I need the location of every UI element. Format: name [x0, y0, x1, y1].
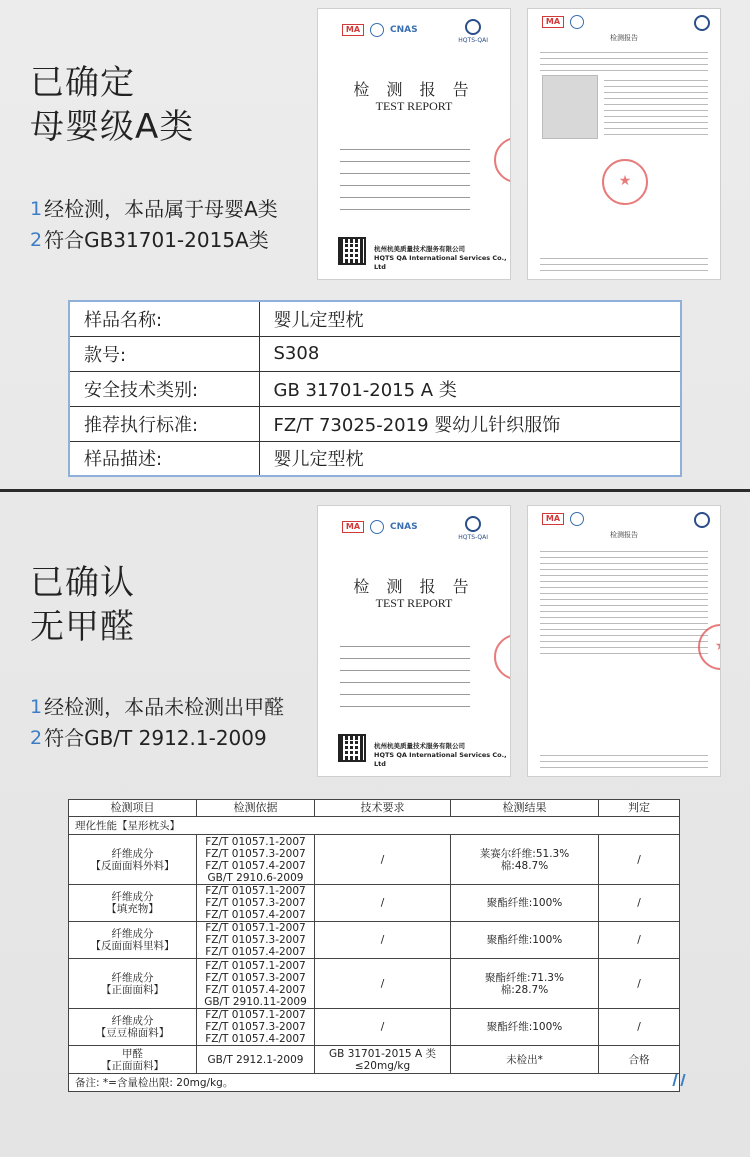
hqts-logo — [694, 512, 710, 530]
section1-title-line2: 母婴级A类 — [30, 107, 195, 147]
report-subtitle: TEST REPORT — [375, 596, 453, 610]
table-row: 样品名称: 婴儿定型枕 — [69, 301, 681, 336]
ilac-logo — [370, 23, 384, 37]
qr-code-icon — [338, 237, 366, 265]
report-page-title: 检测报告 — [610, 531, 638, 539]
ilac-logo — [370, 520, 384, 534]
report-title: 检 测 报 告 — [353, 80, 475, 99]
table-row: 纤维成分 【豆豆棉面料】 FZ/T 01057.1-2007 FZ/T 01057.3-2007 FZ/T 01057.4-2007 / 聚酯纤维:100% / — [69, 1009, 680, 1046]
cert-logos — [342, 520, 418, 534]
ma-logo: MA — [542, 513, 564, 525]
report-page-title: 检测报告 — [610, 34, 638, 42]
point-text: 符合GB31701-2015A类 — [44, 228, 269, 252]
table-row: 安全技术类别: GB 31701-2015 A 类 — [69, 371, 681, 406]
report-title: 检 测 报 告 — [353, 577, 475, 596]
report-cover-image — [317, 505, 511, 777]
cnas-logo: CNAS — [390, 522, 418, 532]
report-cover-image — [317, 8, 511, 280]
hqts-logo: HQTS-QAI — [458, 19, 488, 44]
table-row: 推荐执行标准: FZ/T 73025-2019 婴幼儿针织服饰 — [69, 406, 681, 441]
section-grade-a — [0, 0, 750, 490]
section1-point-2 — [30, 225, 269, 255]
cnas-logo: CNAS — [390, 25, 418, 35]
report-subtitle: TEST REPORT — [375, 99, 453, 113]
report-page-image — [527, 505, 721, 777]
ilac-logo — [570, 512, 584, 526]
table-row: 纤维成分 【反面面料里料】 FZ/T 01057.1-2007 FZ/T 01057.3-2007 FZ/T 01057.4-2007 / 聚酯纤维:100% / — [69, 922, 680, 959]
sample-info-table — [68, 300, 682, 477]
report-page-image — [527, 8, 721, 280]
table-row: 纤维成分 【正面面料】 FZ/T 01057.1-2007 FZ/T 01057.3-2007 FZ/T 01057.4-2007 GB/T 2910.11-2009 / 聚酯纤维:71.3% 棉:28.7% / — [69, 959, 680, 1009]
table-header-row: 检测项目 检测依据 技术要求 检测结果 判定 — [69, 800, 680, 817]
table-row: 款号: S308 — [69, 336, 681, 371]
red-seal-icon — [494, 634, 511, 680]
point-number: 2 — [30, 727, 43, 749]
section2-title-line1: 已确认 — [30, 563, 135, 603]
cert-logos — [542, 15, 584, 29]
product-photo — [542, 75, 598, 139]
test-results-table — [68, 799, 680, 1092]
ma-logo: MA — [542, 16, 564, 28]
table-category-row: 理化性能【星形枕头】 — [69, 817, 680, 835]
point-text: 符合GB/T 2912.1-2009 — [44, 726, 267, 750]
ilac-logo — [570, 15, 584, 29]
table-row: 样品描述: 婴儿定型枕 — [69, 441, 681, 476]
point-number: 1 — [30, 198, 43, 220]
red-seal-icon — [494, 137, 511, 183]
hqts-logo — [694, 15, 710, 33]
section1-title-line1: 已确定 — [30, 63, 135, 103]
report-org: 杭州杭美质量技术服务有限公司 HQTS QA International Services Co., Ltd — [374, 245, 507, 271]
point-number: 2 — [30, 229, 43, 251]
cert-logos — [542, 512, 584, 526]
table-note-row: 备注: *=含量检出限: 20mg/kg。 — [69, 1074, 680, 1092]
report-org: 杭州杭美质量技术服务有限公司 HQTS QA International Services Co., Ltd — [374, 742, 507, 768]
section2-title-line2: 无甲醛 — [30, 607, 135, 647]
hqts-logo: HQTS-QAI — [458, 516, 488, 541]
section2-point-1 — [30, 692, 284, 722]
table-row: 纤维成分 【填充物】 FZ/T 01057.1-2007 FZ/T 01057.3-2007 FZ/T 01057.4-2007 / 聚酯纤维:100% / — [69, 885, 680, 922]
ma-logo: MA — [342, 521, 364, 533]
point-text: 经检测，本品未检测出甲醛 — [44, 695, 285, 719]
section1-point-1 — [30, 194, 278, 224]
point-number: 1 — [30, 696, 43, 718]
red-seal-icon — [602, 159, 648, 205]
section2-point-2 — [30, 723, 267, 753]
cert-logos — [342, 23, 418, 37]
point-text: 经检测，本品属于母婴A类 — [44, 197, 278, 221]
qr-code-icon — [338, 734, 366, 762]
ma-logo: MA — [342, 24, 364, 36]
table-row: 纤维成分 【反面面料外料】 FZ/T 01057.1-2007 FZ/T 01057.3-2007 FZ/T 01057.4-2007 GB/T 2910.6-2009 / 莱赛尔纤维:51.3% 棉:48.7% / — [69, 835, 680, 885]
table-row: 甲醛 【正面面料】 GB/T 2912.1-2009 GB 31701-2015 A 类 ≤20mg/kg 未检出* 合格 — [69, 1046, 680, 1074]
